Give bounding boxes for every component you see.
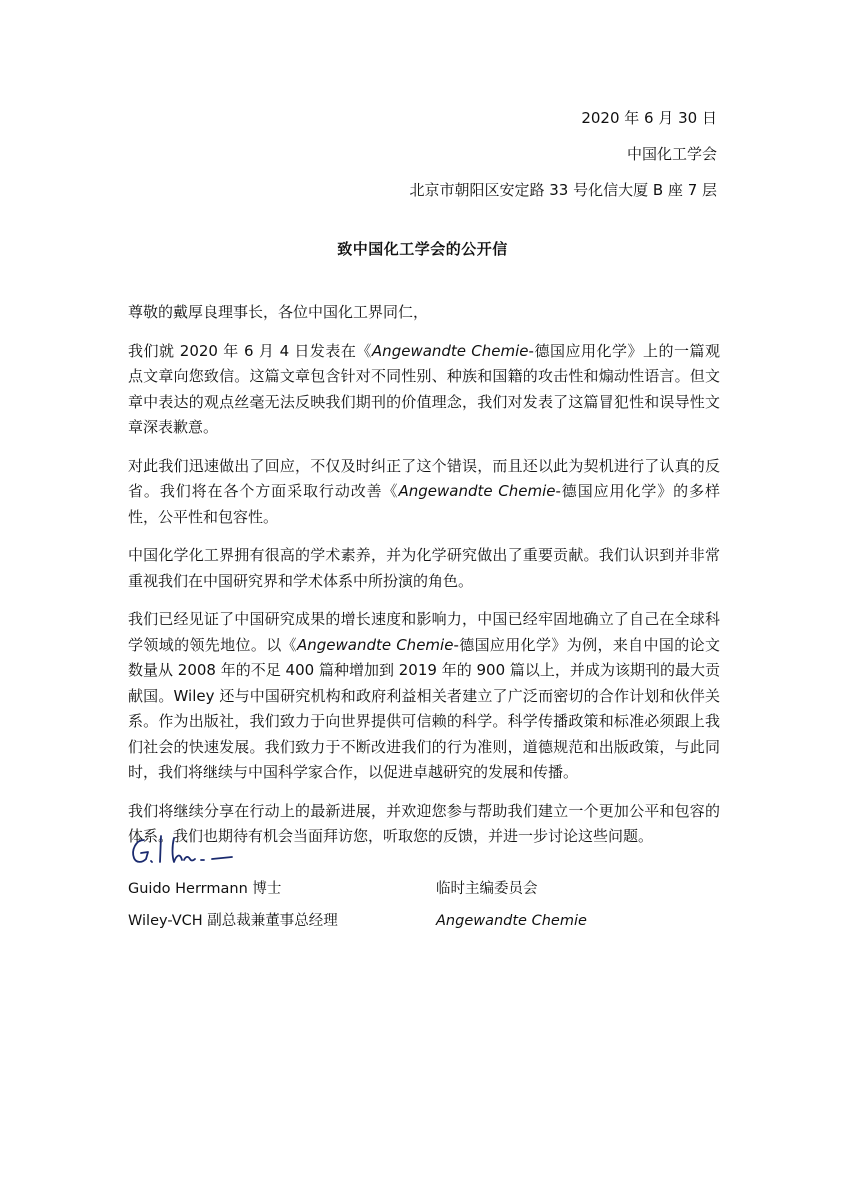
signer-name: Guido Herrmann 博士 — [128, 881, 282, 897]
letter-body — [128, 300, 720, 863]
journal-name: Angewandte Chemie — [398, 482, 556, 500]
salutation: 尊敬的戴厚良理事长，各位中国化工界同仁， — [128, 303, 429, 321]
recipient-address: 北京市朝阳区安定路 33 号化信大厦 B 座 7 层 — [409, 181, 717, 199]
signature-block-left — [128, 873, 338, 937]
paragraph-1 — [128, 339, 720, 441]
letter-header — [409, 100, 717, 208]
paragraph-2 — [128, 454, 720, 531]
recipient-org: 中国化工学会 — [626, 145, 717, 163]
handwritten-signature — [128, 826, 238, 872]
journal-name: Angewandte Chemie — [296, 635, 454, 654]
paragraph-1-text-a: 我们就 2020 年 6 月 4 日发表在《 — [128, 341, 372, 360]
signature-block-right — [436, 873, 587, 937]
paragraph-4-text-a: 我们已经见证了中国研究成果的增长速度和影响力，中国已经牢固地确立了自己在全球科学领域的领先地位。以《 — [128, 610, 720, 654]
paragraph-2-text-a: 对此我们迅速做出了回应，不仅及时纠正了这个错误，而且还以此为契机进行了认真的反省。我们将在各个方面采取行动改善《 — [128, 456, 720, 500]
journal-name: Angewandte Chemie — [371, 341, 529, 360]
journal-signature: Angewandte Chemie — [436, 913, 587, 929]
paragraph-2-text-b: -德国应用化学》的多样性，公平性和包容性。 — [128, 482, 720, 526]
paragraph-3: 中国化学化工界拥有很高的学术素养，并为化学研究做出了重要贡献。我们认识到并非常重视我们在中国研究界和学术体系中所扮演的角色。 — [128, 546, 720, 590]
letter-date: 2020 年 6 月 30 日 — [581, 109, 717, 127]
paragraph-5: 我们将继续分享在行动上的最新进展，并欢迎您参与帮助我们建立一个更加公平和包容的体系。我们也期待有机会当面拜访您，听取您的反馈，并进一步讨论这些问题。 — [128, 801, 720, 845]
signer-title: Wiley-VCH 副总裁兼董事总经理 — [128, 913, 338, 929]
paragraph-1-text-b: -德国应用化学》上的一篇观点文章向您致信。这篇文章包含针对不同性别、种族和国籍的攻击性和煽动性语言。但文章中表达的观点丝毫无法反映我们期刊的价值理念，我们对发表了这篇冒犯性和误导性文章深表歉意。 — [128, 341, 720, 436]
paragraph-4-text-b: -德国应用化学》为例，来自中国的论文数量从 2008 年的不足 400 篇种增加到 2019 年的 900 篇以上，并成为该期刊的最大贡献国。Wiley 还与中国研究机构和政府利益相关者建立了广泛而密切的合作计划和伙伴关系。作为出版社，我们致力于向世界提供可信赖的科学。科学传播政策和标准必须跟上我们社会的快速发展。我们致力于不断改进我们的行为准则，道德规范和出版政策，与此同时，我们将继续与中国科学家合作，以促进卓越研究的发展和传播。 — [128, 635, 720, 781]
letter-title: 致中国化工学会的公开信 — [337, 240, 508, 258]
paragraph-4 — [128, 607, 720, 786]
editorial-board-name: 临时主编委员会 — [436, 881, 538, 897]
